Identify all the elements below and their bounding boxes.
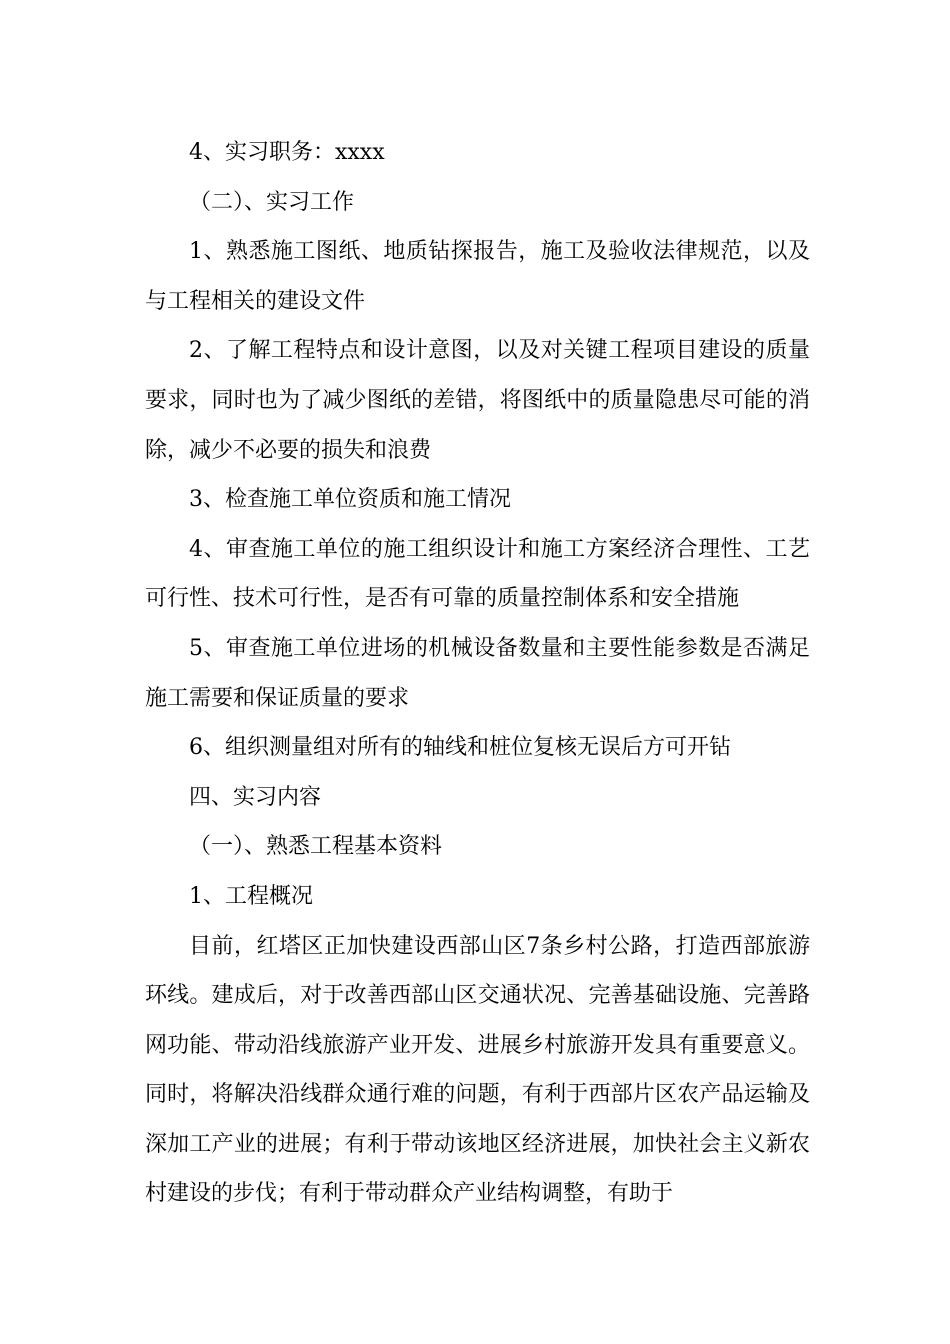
paragraph-work-item-5: 5、审查施工单位进场的机械设备数量和主要性能参数是否满足施工需要和保证质量的要求: [145, 635, 810, 711]
paragraph-internship-position: 4、实习职务：xxxx: [189, 140, 385, 165]
paragraph-work-item-4: 4、审查施工单位的施工组织设计和施工方案经济合理性、工艺可行性、技术可行性，是否有可靠的质量控制体系和安全措施: [145, 536, 810, 612]
heading-internship-work: （二）、实习工作: [189, 189, 355, 215]
paragraph-work-item-3: 3、检查施工单位资质和施工情况: [189, 487, 511, 513]
paragraph-work-item-2: 2、了解工程特点和设计意图，以及对关键工程项目建设的质量要求，同时也为了减少图纸的差错，将图纸中的质量隐患尽可能的消除，减少不必要的损失和浪费: [145, 338, 810, 463]
heading-basic-materials: （一）、熟悉工程基本资料: [189, 834, 443, 860]
document-body: [145, 128, 810, 1219]
heading-project-overview: 1、工程概况: [189, 883, 313, 909]
paragraph-work-item-6: 6、组织测量组对所有的轴线和桩位复核无误后方可开钻: [189, 735, 731, 761]
paragraph-work-item-1: 1、熟悉施工图纸、地质钻探报告，施工及验收法律规范，以及与工程相关的建设文件: [145, 239, 810, 314]
paragraph-project-overview: 目前，红塔区正加快建设西部山区7条乡村公路，打造西部旅游环线。建成后，对于改善西部山区交通状况、完善基础设施、完善路网功能、带动沿线旅游产业开发、进展乡村旅游开发具有重要意义。同时，将解决沿线群众通行难的问题，有利于西部片区农产品运输及深加工产业的进展；有利于带动该地区经济进展，加快社会主义新农村建设的步伐；有利于带动群众产业结构调整，有助于: [145, 933, 810, 1207]
heading-internship-content: 四、实习内容: [189, 784, 322, 810]
